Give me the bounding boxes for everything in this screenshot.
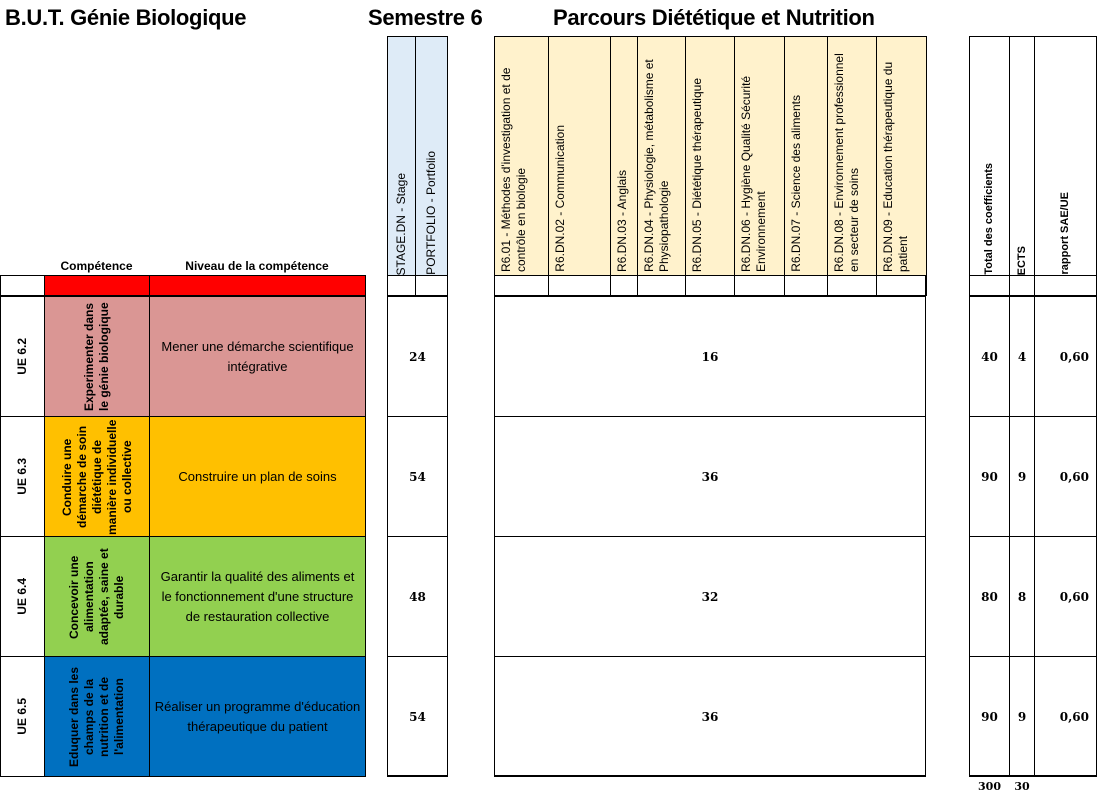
resource-label: R6.DN.08 - Environnement professionnel en secteur de soins (832, 53, 861, 272)
portfolio-header (415, 36, 448, 276)
ects-value: 9 (1009, 416, 1035, 537)
ue-label-cell (0, 656, 45, 777)
resource-header (685, 36, 735, 276)
resource-blank (827, 275, 877, 296)
niveau-text: Mener une démarche scientifique intégrative (161, 338, 354, 374)
resources-coefficient: 36 (494, 416, 926, 537)
ue-label-cell (0, 536, 45, 657)
resource-label: R6.DN.03 - Anglais (615, 169, 629, 272)
resource-header (734, 36, 785, 276)
resource-header (637, 36, 686, 276)
portfolio-label: PORTFOLIO - Portfolio (424, 151, 438, 275)
rapport-header (1034, 36, 1097, 276)
rapport-value: 0,60 (1034, 296, 1097, 417)
resource-label: R6.DN.04 - Physiologie, métabolisme et Physiopathologie (642, 59, 671, 272)
niveau-text: Construire un plan de soins (178, 468, 337, 484)
ue-label-cell (0, 296, 45, 417)
rapport-value: 0,60 (1034, 416, 1097, 537)
ue-label: UE 6.3 (15, 458, 29, 495)
resource-header (494, 36, 549, 276)
resource-blank (610, 275, 638, 296)
ue-label: UE 6.2 (15, 338, 29, 375)
resource-header (827, 36, 877, 276)
stage-coefficient: 48 (387, 536, 448, 657)
ects-value: 8 (1009, 536, 1035, 657)
resource-blank (734, 275, 785, 296)
ue-label: UE 6.5 (15, 698, 29, 735)
resource-blank (637, 275, 686, 296)
competence-text: Eduquer dans les champs de la nutrition et de l'alimentation (67, 666, 126, 767)
ue-label-cell (0, 416, 45, 537)
niveau-cell (149, 416, 366, 537)
stage-header (387, 36, 416, 276)
resource-header (610, 36, 638, 276)
stage-coefficient: 54 (387, 416, 448, 537)
stage-blank (387, 275, 416, 296)
semester-title: Semestre 6 (368, 5, 483, 30)
rapport-value: 0,60 (1034, 536, 1097, 657)
resource-label: R6.DN.02 - Communication (553, 125, 567, 272)
competence-red-bar (44, 275, 150, 296)
competence-cell (44, 416, 150, 537)
resource-label: R6.DN.05 - Diététique thérapeutique (690, 77, 704, 272)
competence-cell (44, 536, 150, 657)
ue-label: UE 6.4 (15, 578, 29, 615)
resource-label: R6.DN.06 - Hygiène Qualité Sécurité Environnement (739, 75, 768, 272)
resource-blank (685, 275, 735, 296)
ects-value: 4 (1009, 296, 1035, 417)
niveau-text: Garantir la qualité des aliments et le fonctionnement d'une structure de restauration collective (160, 568, 355, 624)
resource-blank (876, 275, 927, 296)
stage-label: STAGE.DN - Stage (394, 172, 408, 275)
resource-header (784, 36, 828, 276)
competence-header: Compétence (60, 259, 133, 273)
resources-coefficient: 16 (494, 296, 926, 417)
resources-coefficient: 36 (494, 656, 926, 777)
stage-coefficient: 54 (387, 656, 448, 777)
competence-text: Concevoir une alimentation adaptée, saine et durable (67, 548, 126, 645)
niveau-cell (149, 536, 366, 657)
niveau-cell (149, 656, 366, 777)
total-coefficient: 80 (969, 536, 1010, 657)
competence-text: Experimenter dans le génie biologique (82, 302, 111, 411)
stage-coefficient: 24 (387, 296, 448, 417)
resource-label: R6.DN.09 - Education thérapeutique du patient (881, 61, 910, 272)
ects-blank (1009, 275, 1035, 296)
ects-label: ECTS (1015, 245, 1028, 275)
grand-total-coefficients: 300 (978, 779, 1001, 793)
resource-blank (548, 275, 611, 296)
resource-label: R6.DN.07 - Science des aliments (789, 95, 803, 272)
rapport-value: 0,60 (1034, 656, 1097, 777)
rapport-label: rapport SAE/UE (1059, 192, 1071, 275)
resource-blank (784, 275, 828, 296)
rapport-blank (1034, 275, 1097, 296)
resources-coefficient: 32 (494, 536, 926, 657)
niveau-text: Réaliser un programme d'éducation thérapeutique du patient (154, 698, 361, 734)
total-header (969, 36, 1010, 276)
resource-header (876, 36, 927, 276)
total-coefficient: 40 (969, 296, 1010, 417)
niveau-cell (149, 296, 366, 417)
ue-header-blank (0, 275, 45, 296)
competence-cell (44, 296, 150, 417)
competence-text: Conduire une démarche de soin diététique de manière individuelle ou collective (59, 418, 134, 535)
parcours-title: Parcours Diététique et Nutrition (553, 5, 875, 30)
resource-blank (494, 275, 549, 296)
total-label: Total des coefficients (983, 163, 995, 275)
resource-header (548, 36, 611, 276)
ects-header (1009, 36, 1035, 276)
niveau-header: Niveau de la compétence (185, 259, 329, 273)
niveau-red-bar (149, 275, 366, 296)
resource-label: R6.01 - Méthodes d'investigation et de contrôle en biologie (499, 67, 528, 272)
total-coefficient: 90 (969, 656, 1010, 777)
total-blank (969, 275, 1010, 296)
total-coefficient: 90 (969, 416, 1010, 537)
grand-total-ects: 30 (1014, 779, 1030, 793)
competence-cell (44, 656, 150, 777)
page-title: B.U.T. Génie Biologique (5, 5, 247, 30)
ects-value: 9 (1009, 656, 1035, 777)
portfolio-blank (415, 275, 448, 296)
